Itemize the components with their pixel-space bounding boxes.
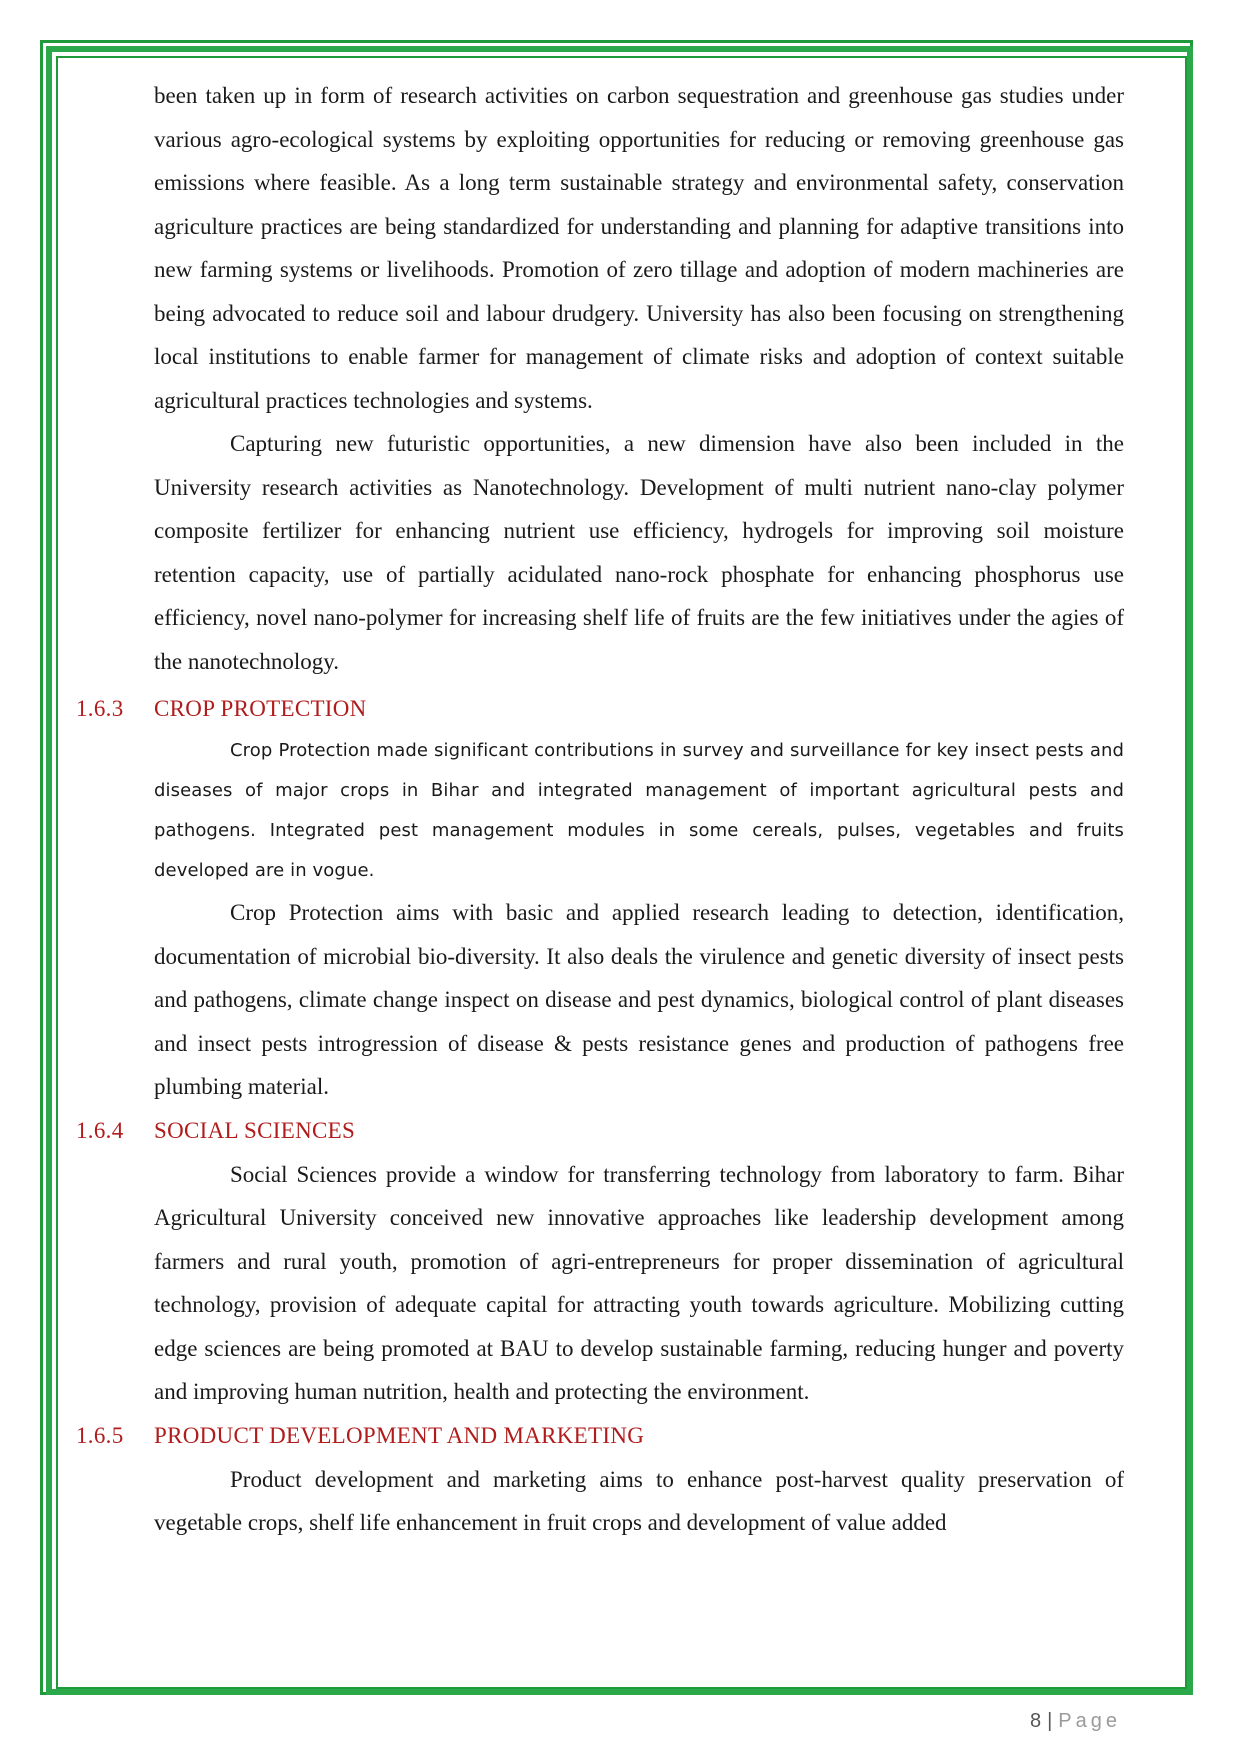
section-heading-crop-protection — [76, 687, 1124, 731]
section-title: CROP PROTECTION — [154, 696, 367, 721]
section-number: 1.6.5 — [76, 1422, 124, 1448]
page-label: Page — [1058, 1710, 1121, 1732]
section-heading-social-sciences — [76, 1109, 1124, 1153]
intro-paragraph-2: Capturing new futuristic opportunities, a new dimension have also been included in the University research activities as Nanotechnology. Development of multi nutrient nano-clay polymer composite fertilizer for enhancing nutrient use efficiency, hydrogels for improving soil moisture retention capacity, use of partially acidulated nano-rock phosphate for enhancing phosphorus use efficiency, novel nano-polymer for increasing shelf life of fruits are the few initiatives under the agies of the nanotechnology. — [154, 431, 1124, 674]
crop-protection-paragraph-2: Crop Protection aims with basic and applied research leading to detection, identification, documentation of microbial bio-diversity. It also deals the virulence and genetic diversity of insect pests and pathogens, climate change inspect on disease and pest dynamics, biological control of plant diseases and insect pests introgression of disease & pests resistance genes and production of pathogens free plumbing material. — [154, 900, 1124, 1099]
page-number: 8 — [1029, 1710, 1042, 1732]
page-content — [76, 74, 1124, 1545]
section-title: PRODUCT DEVELOPMENT AND MARKETING — [154, 1422, 645, 1448]
section-number: 1.6.3 — [76, 696, 124, 721]
page-footer — [1030, 1710, 1121, 1733]
intro-paragraph-1: been taken up in form of research activities on carbon sequestration and greenhouse gas studies under various agro-ecological systems by exploiting opportunities for reducing or removing greenhouse gas emissions where feasible. As a long term sustainable strategy and environmental safety, conservation agriculture practices are being standardized for understanding and planning for adaptive transitions into new farming systems or livelihoods. Promotion of zero tillage and adoption of modern machineries are being advocated to reduce soil and labour drudgery. University has also been focusing on strengthening local institutions to enable farmer for management of climate risks and adoption of context suitable agricultural practices technologies and systems. — [154, 83, 1124, 413]
crop-protection-paragraph-1: Crop Protection made significant contributions in survey and surveillance for key insect pests and diseases of major crops in Bihar and integrated management of important agricultural pests and pathogens. Integrated pest management modules in some cereals, pulses, vegetables and fruits developed are in vogue. — [154, 740, 1124, 881]
social-sciences-paragraph-1: Social Sciences provide a window for transferring technology from laboratory to farm. Bihar Agricultural University conceived new innovative approaches like leadership development among farmers and rural youth, promotion of agri-entrepreneurs for proper dissemination of agricultural technology, provision of adequate capital for attracting youth towards agriculture. Mobilizing cutting edge sciences are being promoted at BAU to develop sustainable farming, reducing hunger and poverty and improving human nutrition, health and protecting the environment. — [154, 1161, 1124, 1404]
section-heading-product-development — [76, 1414, 1124, 1458]
section-title: SOCIAL SCIENCES — [154, 1117, 356, 1143]
product-development-paragraph-1: Product development and marketing aims to enhance post-harvest quality preservation of vegetable crops, shelf life enhancement in fruit crops and development of value added — [154, 1466, 1124, 1535]
footer-separator: | — [1047, 1710, 1053, 1732]
section-number: 1.6.4 — [76, 1117, 124, 1143]
